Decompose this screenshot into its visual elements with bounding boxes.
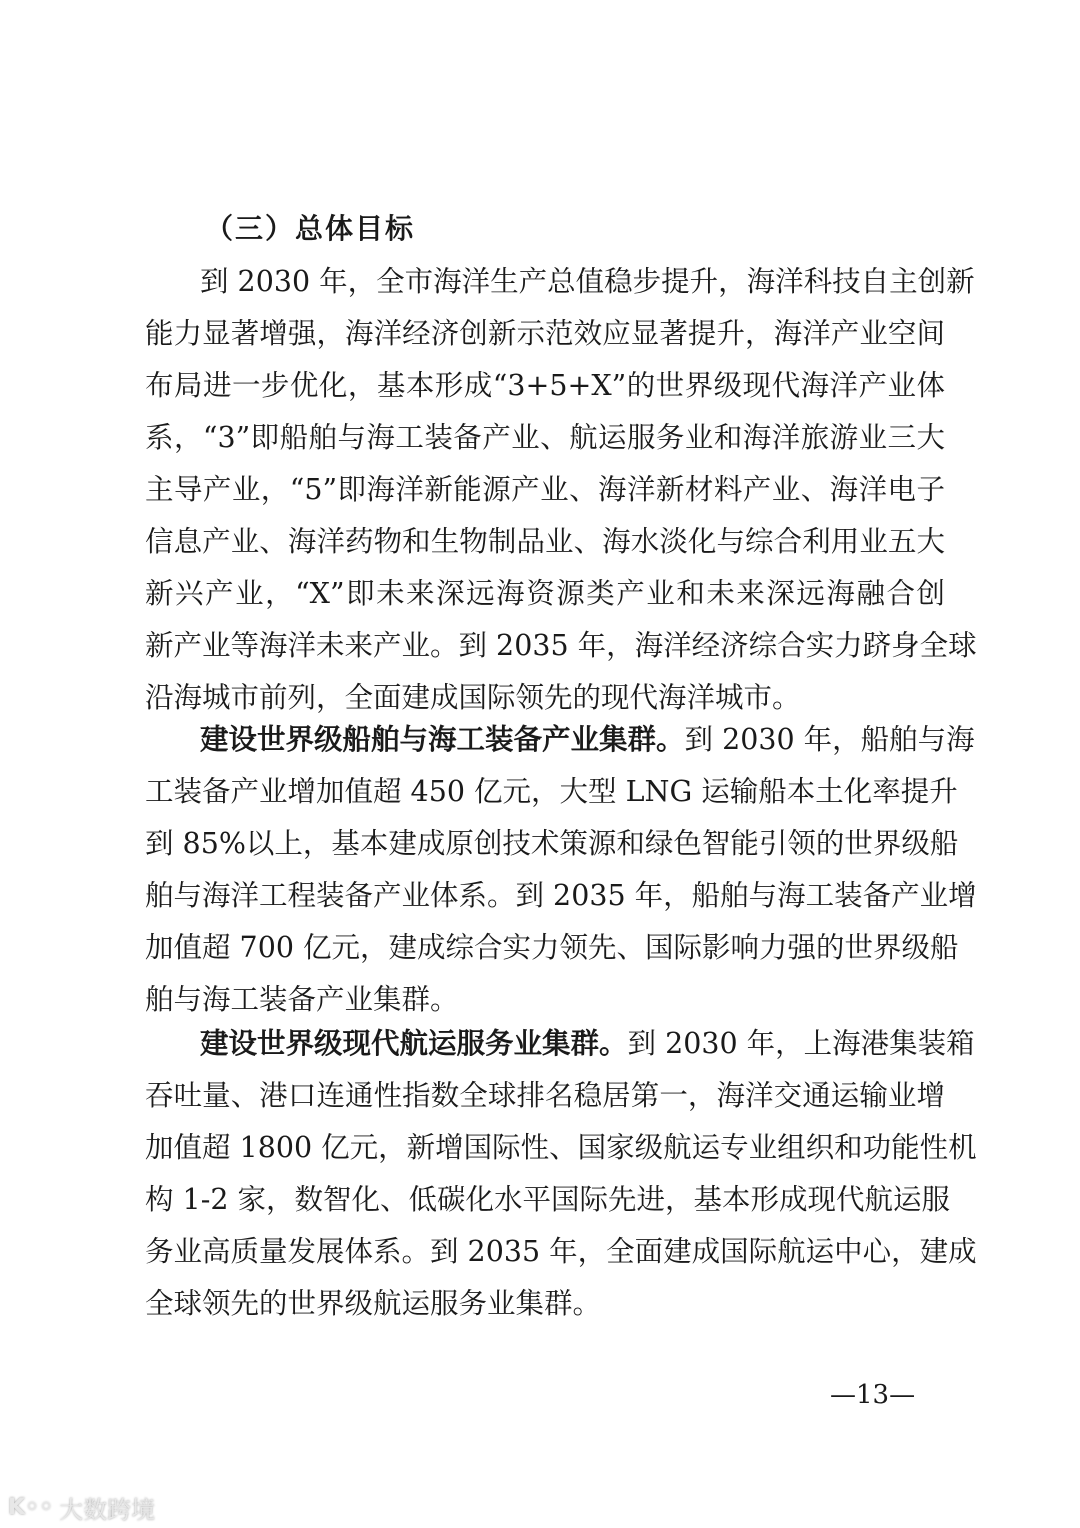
paragraph-1-line-4: 系，“3”即船舶与海工装备产业、航运服务业和海洋旅游业三大	[145, 421, 945, 454]
paragraph-2-line-3: 到 85%以上，基本建成原创技术策源和绿色智能引领的世界级船	[145, 827, 959, 860]
watermark	[8, 1490, 155, 1525]
paragraph-3-bold-lead: 建设世界级现代航运服务业集群。	[200, 1027, 628, 1060]
paragraph-1-line-2: 能力显著增强，海洋经济创新示范效应显著提升，海洋产业空间	[145, 317, 945, 350]
paragraph-3-first-line-rest: 到 2030 年，上海港集装箱	[627, 1027, 975, 1060]
paragraph-2-line-5: 加值超 700 亿元，建成综合实力领先、国际影响力强的世界级船	[145, 931, 959, 964]
paragraph-1-line-1: 到 2030 年，全市海洋生产总值稳步提升，海洋科技自主创新	[200, 265, 975, 298]
paragraph-1-line-7: 新兴产业，“X”即未来深远海资源类产业和未来深远海融合创	[145, 577, 945, 610]
paragraph-2-first-line-rest: 到 2030 年，船舶与海	[684, 723, 975, 756]
watermark-logo-icon: K◦◦	[8, 1495, 54, 1520]
paragraph-2-line-6: 舶与海工装备产业集群。	[145, 983, 459, 1016]
section-heading: （三）总体目标	[205, 212, 416, 245]
paragraph-3-line-3: 加值超 1800 亿元，新增国际性、国家级航运专业组织和功能性机	[145, 1131, 977, 1164]
paragraph-3-line-4: 构 1-2 家，数智化、低碳化水平国际先进，基本形成现代航运服	[145, 1183, 951, 1216]
paragraph-1-line-9: 沿海城市前列，全面建成国际领先的现代海洋城市。	[145, 681, 801, 714]
paragraph-2-line-4: 舶与海洋工程装备产业体系。到 2035 年，船舶与海工装备产业增	[145, 879, 977, 912]
paragraph-2-bold-lead: 建设世界级船舶与海工装备产业集群。	[200, 723, 685, 756]
paragraph-3-line-2: 吞吐量、港口连通性指数全球排名稳居第一，海洋交通运输业增	[145, 1079, 945, 1112]
paragraph-1-line-8: 新产业等海洋未来产业。到 2035 年，海洋经济综合实力跻身全球	[145, 629, 977, 662]
paragraph-1-line-3: 布局进一步优化，基本形成“3+5+X”的世界级现代海洋产业体	[145, 369, 945, 402]
paragraph-2-line-2: 工装备产业增加值超 450 亿元，大型 LNG 运输船本土化率提升	[145, 775, 958, 808]
paragraph-3-line-1	[200, 1024, 975, 1064]
paragraph-3-line-6: 全球领先的世界级航运服务业集群。	[145, 1287, 602, 1320]
paragraph-1-line-6: 信息产业、海洋药物和生物制品业、海水淡化与综合利用业五大	[145, 525, 945, 558]
paragraph-2-line-1	[200, 720, 975, 760]
paragraph-1-line-5: 主导产业，“5”即海洋新能源产业、海洋新材料产业、海洋电子	[145, 473, 945, 506]
page-number: —13—	[830, 1380, 916, 1410]
paragraph-3-line-5: 务业高质量发展体系。到 2035 年，全面建成国际航运中心，建成	[145, 1235, 977, 1268]
watermark-text: 大数跨境	[59, 1496, 156, 1524]
